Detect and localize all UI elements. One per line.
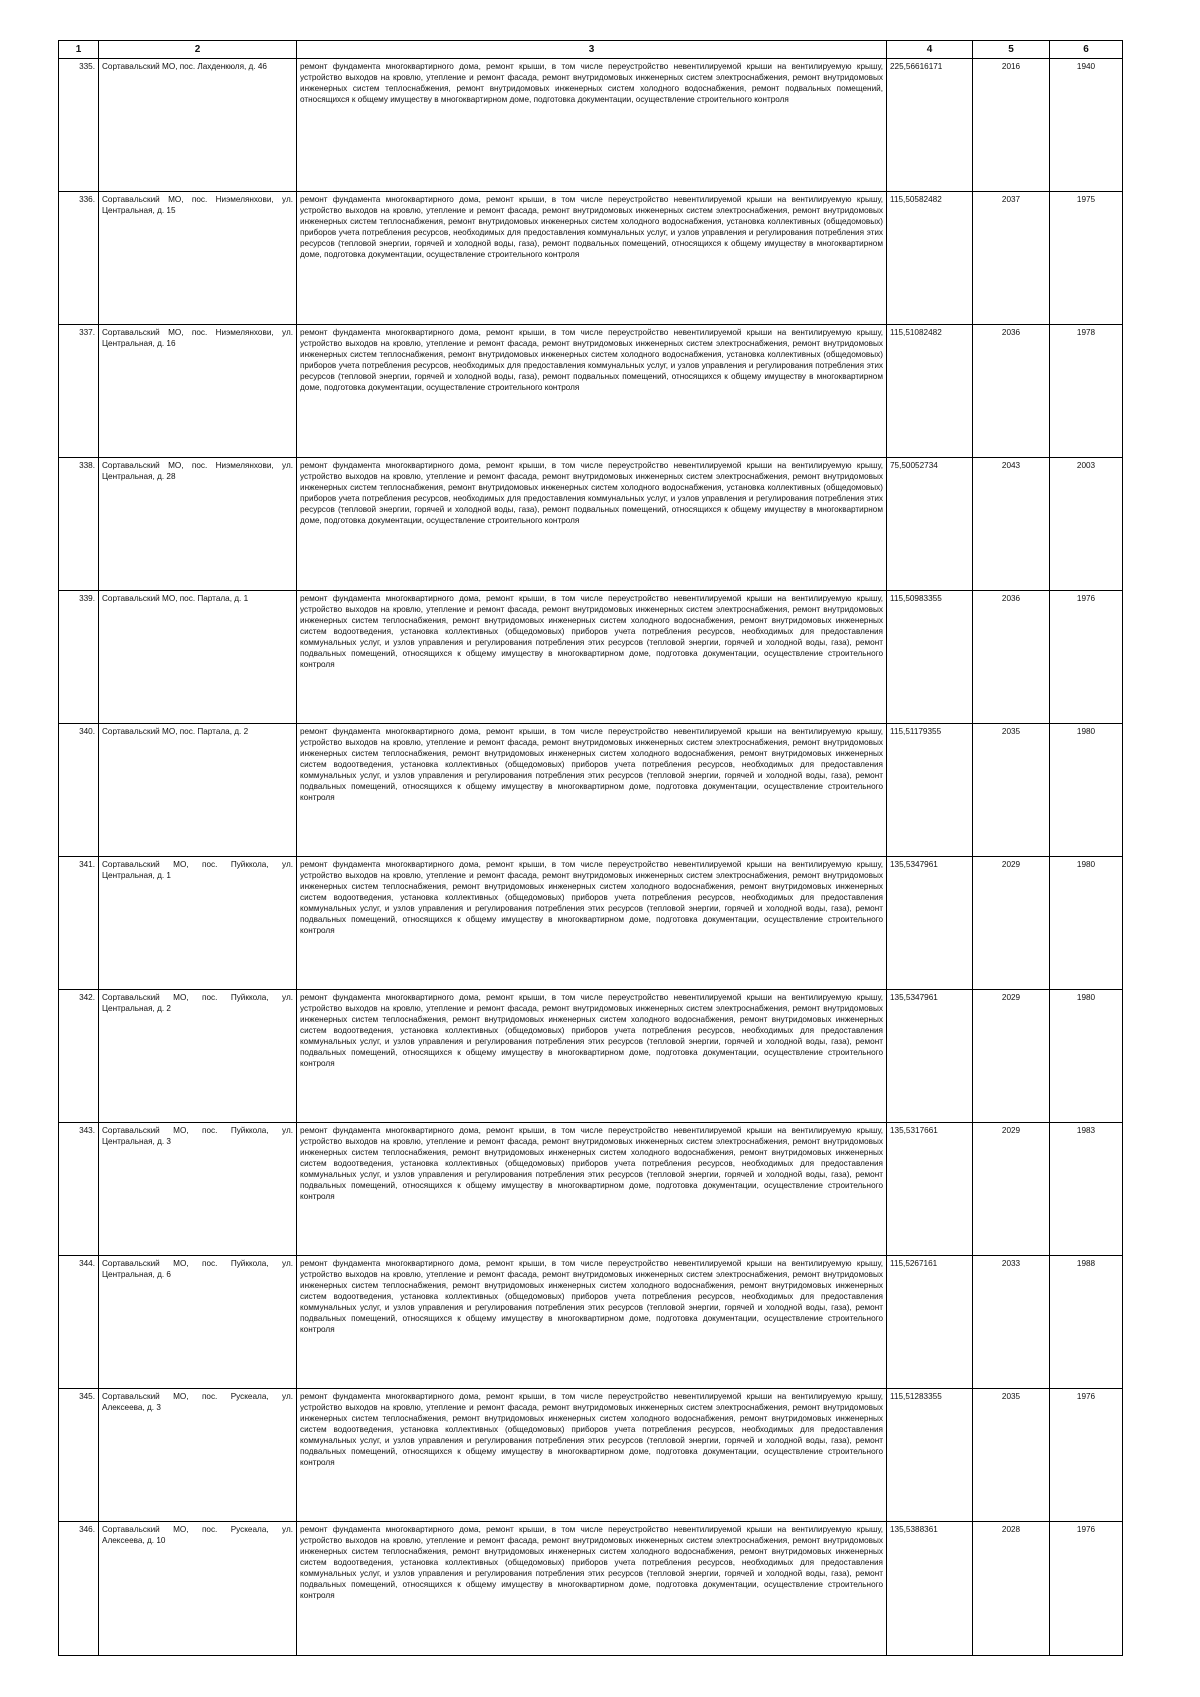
document-page	[58, 40, 1122, 1656]
cost-cell: 135,5388361	[887, 1522, 973, 1656]
works-cell: ремонт фундамента многоквартирного дома, ремонт крыши, в том числе переустройство невентилируемой крыши на вентилируемую крышу, устройство выходов на кровлю, утепление и ремонт фасада, ремонт внутридомовых инженерных систем электроснабжения, ремонт внутридомовых инженерных систем теплоснабжения, ремонт внутридомовых инженерных систем холодного водоснабжения, установка коллективных (общедомовых) приборов учета потребления ресурсов, необходимых для предоставления коммунальных услуг, и узлов управления и регулирования потребления этих ресурсов (тепловой энергии, горячей и холодной воды, газа), ремонт подвальных помещений, относящихся к общему имуществу в многоквартирном доме, подготовка документации, осуществление строительного контроля	[297, 325, 887, 458]
row-number: 346.	[59, 1522, 99, 1656]
header-cell-4: 4	[887, 41, 973, 59]
address-cell: Сортавальский МО, пос. Ниэмелянхови, ул. Центральная, д. 28	[99, 458, 297, 591]
cost-cell: 115,50983355	[887, 591, 973, 724]
built-year-cell: 1976	[1050, 1522, 1123, 1656]
works-cell: ремонт фундамента многоквартирного дома, ремонт крыши, в том числе переустройство невентилируемой крыши на вентилируемую крышу, устройство выходов на кровлю, утепление и ремонт фасада, ремонт внутридомовых инженерных систем электроснабжения, ремонт внутридомовых инженерных систем теплоснабжения, ремонт внутридомовых инженерных систем холодного водоснабжения, установка коллективных (общедомовых) приборов учета потребления ресурсов, необходимых для предоставления коммунальных услуг, и узлов управления и регулирования потребления этих ресурсов (тепловой энергии, горячей и холодной воды, газа), ремонт подвальных помещений, относящихся к общему имуществу в многоквартирном доме, подготовка документации, осуществление строительного контроля	[297, 192, 887, 325]
works-cell: ремонт фундамента многоквартирного дома, ремонт крыши, в том числе переустройство невентилируемой крыши на вентилируемую крышу, устройство выходов на кровлю, утепление и ремонт фасада, ремонт внутридомовых инженерных систем электроснабжения, ремонт внутридомовых инженерных систем теплоснабжения, ремонт внутридомовых инженерных систем холодного водоснабжения, ремонт подвальных помещений, относящихся к общему имуществу в многоквартирном доме, подготовка документации, осуществление строительного контроля	[297, 59, 887, 192]
row-number: 342.	[59, 990, 99, 1123]
address-cell: Сортавальский МО, пос. Партала, д. 1	[99, 591, 297, 724]
table-row	[59, 1522, 1123, 1656]
table-row	[59, 458, 1123, 591]
cost-cell: 115,5267161	[887, 1256, 973, 1389]
row-number: 337.	[59, 325, 99, 458]
row-number: 343.	[59, 1123, 99, 1256]
header-cell-6: 6	[1050, 41, 1123, 59]
cost-cell: 75,50052734	[887, 458, 973, 591]
table-row	[59, 1123, 1123, 1256]
row-number: 341.	[59, 857, 99, 990]
works-cell: ремонт фундамента многоквартирного дома, ремонт крыши, в том числе переустройство невентилируемой крыши на вентилируемую крышу, устройство выходов на кровлю, утепление и ремонт фасада, ремонт внутридомовых инженерных систем электроснабжения, ремонт внутридомовых инженерных систем теплоснабжения, ремонт внутридомовых инженерных систем холодного водоснабжения, ремонт внутридомовых инженерных систем водоотведения, установка коллективных (общедомовых) приборов учета потребления ресурсов, необходимых для предоставления коммунальных услуг, и узлов управления и регулирования потребления этих ресурсов (тепловой энергии, горячей и холодной воды, газа), ремонт подвальных помещений, относящихся к общему имуществу в многоквартирном доме, подготовка документации, осуществление строительного контроля	[297, 591, 887, 724]
built-year-cell: 1980	[1050, 990, 1123, 1123]
works-cell: ремонт фундамента многоквартирного дома, ремонт крыши, в том числе переустройство невентилируемой крыши на вентилируемую крышу, устройство выходов на кровлю, утепление и ремонт фасада, ремонт внутридомовых инженерных систем электроснабжения, ремонт внутридомовых инженерных систем теплоснабжения, ремонт внутридомовых инженерных систем холодного водоснабжения, ремонт внутридомовых инженерных систем водоотведения, установка коллективных (общедомовых) приборов учета потребления ресурсов, необходимых для предоставления коммунальных услуг, и узлов управления и регулирования потребления этих ресурсов (тепловой энергии, горячей и холодной воды, газа), ремонт подвальных помещений, относящихся к общему имуществу в многоквартирном доме, подготовка документации, осуществление строительного контроля	[297, 1522, 887, 1656]
works-cell: ремонт фундамента многоквартирного дома, ремонт крыши, в том числе переустройство невентилируемой крыши на вентилируемую крышу, устройство выходов на кровлю, утепление и ремонт фасада, ремонт внутридомовых инженерных систем электроснабжения, ремонт внутридомовых инженерных систем теплоснабжения, ремонт внутридомовых инженерных систем холодного водоснабжения, ремонт внутридомовых инженерных систем водоотведения, установка коллективных (общедомовых) приборов учета потребления ресурсов, необходимых для предоставления коммунальных услуг, и узлов управления и регулирования потребления этих ресурсов (тепловой энергии, горячей и холодной воды, газа), ремонт подвальных помещений, относящихся к общему имуществу в многоквартирном доме, подготовка документации, осуществление строительного контроля	[297, 1123, 887, 1256]
table-row	[59, 990, 1123, 1123]
planned-year-cell: 2028	[973, 1522, 1050, 1656]
table-header	[59, 41, 1123, 59]
works-cell: ремонт фундамента многоквартирного дома, ремонт крыши, в том числе переустройство невентилируемой крыши на вентилируемую крышу, устройство выходов на кровлю, утепление и ремонт фасада, ремонт внутридомовых инженерных систем электроснабжения, ремонт внутридомовых инженерных систем теплоснабжения, ремонт внутридомовых инженерных систем холодного водоснабжения, ремонт внутридомовых инженерных систем водоотведения, установка коллективных (общедомовых) приборов учета потребления ресурсов, необходимых для предоставления коммунальных услуг, и узлов управления и регулирования потребления этих ресурсов (тепловой энергии, горячей и холодной воды, газа), ремонт подвальных помещений, относящихся к общему имуществу в многоквартирном доме, подготовка документации, осуществление строительного контроля	[297, 1256, 887, 1389]
table-row	[59, 857, 1123, 990]
planned-year-cell: 2029	[973, 990, 1050, 1123]
row-number: 345.	[59, 1389, 99, 1522]
header-cell-5: 5	[973, 41, 1050, 59]
table-row	[59, 724, 1123, 857]
planned-year-cell: 2037	[973, 192, 1050, 325]
table-row	[59, 59, 1123, 192]
built-year-cell: 1976	[1050, 1389, 1123, 1522]
built-year-cell: 1976	[1050, 591, 1123, 724]
header-cell-2: 2	[99, 41, 297, 59]
cost-cell: 135,5347961	[887, 857, 973, 990]
cost-cell: 135,5317661	[887, 1123, 973, 1256]
address-cell: Сортавальский МО, пос. Пуйккола, ул. Центральная, д. 2	[99, 990, 297, 1123]
address-cell: Сортавальский МО, пос. Лахденкюля, д. 46	[99, 59, 297, 192]
address-cell: Сортавальский МО, пос. Ниэмелянхови, ул. Центральная, д. 16	[99, 325, 297, 458]
planned-year-cell: 2029	[973, 1123, 1050, 1256]
address-cell: Сортавальский МО, пос. Пуйккола, ул. Центральная, д. 6	[99, 1256, 297, 1389]
built-year-cell: 1983	[1050, 1123, 1123, 1256]
cost-cell: 225,56616171	[887, 59, 973, 192]
built-year-cell: 1988	[1050, 1256, 1123, 1389]
address-cell: Сортавальский МО, пос. Пуйккола, ул. Центральная, д. 3	[99, 1123, 297, 1256]
row-number: 338.	[59, 458, 99, 591]
built-year-cell: 2003	[1050, 458, 1123, 591]
row-number: 339.	[59, 591, 99, 724]
table-row	[59, 1256, 1123, 1389]
address-cell: Сортавальский МО, пос. Партала, д. 2	[99, 724, 297, 857]
header-cell-3: 3	[297, 41, 887, 59]
planned-year-cell: 2036	[973, 591, 1050, 724]
planned-year-cell: 2029	[973, 857, 1050, 990]
row-number: 336.	[59, 192, 99, 325]
header-row	[59, 41, 1123, 59]
address-cell: Сортавальский МО, пос. Рускеала, ул. Алексеева, д. 3	[99, 1389, 297, 1522]
planned-year-cell: 2043	[973, 458, 1050, 591]
built-year-cell: 1940	[1050, 59, 1123, 192]
row-number: 340.	[59, 724, 99, 857]
planned-year-cell: 2033	[973, 1256, 1050, 1389]
header-cell-1: 1	[59, 41, 99, 59]
built-year-cell: 1980	[1050, 857, 1123, 990]
address-cell: Сортавальский МО, пос. Рускеала, ул. Алексеева, д. 10	[99, 1522, 297, 1656]
cost-cell: 115,51179355	[887, 724, 973, 857]
cost-cell: 135,5347961	[887, 990, 973, 1123]
works-cell: ремонт фундамента многоквартирного дома, ремонт крыши, в том числе переустройство невентилируемой крыши на вентилируемую крышу, устройство выходов на кровлю, утепление и ремонт фасада, ремонт внутридомовых инженерных систем электроснабжения, ремонт внутридомовых инженерных систем теплоснабжения, ремонт внутридомовых инженерных систем холодного водоснабжения, ремонт внутридомовых инженерных систем водоотведения, установка коллективных (общедомовых) приборов учета потребления ресурсов, необходимых для предоставления коммунальных услуг, и узлов управления и регулирования потребления этих ресурсов (тепловой энергии, горячей и холодной воды, газа), ремонт подвальных помещений, относящихся к общему имуществу в многоквартирном доме, подготовка документации, осуществление строительного контроля	[297, 724, 887, 857]
built-year-cell: 1978	[1050, 325, 1123, 458]
table-row	[59, 192, 1123, 325]
planned-year-cell: 2035	[973, 1389, 1050, 1522]
address-cell: Сортавальский МО, пос. Ниэмелянхови, ул. Центральная, д. 15	[99, 192, 297, 325]
planned-year-cell: 2035	[973, 724, 1050, 857]
table-row	[59, 591, 1123, 724]
cost-cell: 115,51082482	[887, 325, 973, 458]
row-number: 335.	[59, 59, 99, 192]
planned-year-cell: 2036	[973, 325, 1050, 458]
works-cell: ремонт фундамента многоквартирного дома, ремонт крыши, в том числе переустройство невентилируемой крыши на вентилируемую крышу, устройство выходов на кровлю, утепление и ремонт фасада, ремонт внутридомовых инженерных систем электроснабжения, ремонт внутридомовых инженерных систем теплоснабжения, ремонт внутридомовых инженерных систем холодного водоснабжения, ремонт внутридомовых инженерных систем водоотведения, установка коллективных (общедомовых) приборов учета потребления ресурсов, необходимых для предоставления коммунальных услуг, и узлов управления и регулирования потребления этих ресурсов (тепловой энергии, горячей и холодной воды, газа), ремонт подвальных помещений, относящихся к общему имуществу в многоквартирном доме, подготовка документации, осуществление строительного контроля	[297, 857, 887, 990]
built-year-cell: 1975	[1050, 192, 1123, 325]
works-cell: ремонт фундамента многоквартирного дома, ремонт крыши, в том числе переустройство невентилируемой крыши на вентилируемую крышу, устройство выходов на кровлю, утепление и ремонт фасада, ремонт внутридомовых инженерных систем электроснабжения, ремонт внутридомовых инженерных систем теплоснабжения, ремонт внутридомовых инженерных систем холодного водоснабжения, установка коллективных (общедомовых) приборов учета потребления ресурсов, необходимых для предоставления коммунальных услуг, и узлов управления и регулирования потребления этих ресурсов (тепловой энергии, горячей и холодной воды, газа), ремонт подвальных помещений, относящихся к общему имуществу в многоквартирном доме, подготовка документации, осуществление строительного контроля	[297, 458, 887, 591]
row-number: 344.	[59, 1256, 99, 1389]
repair-program-table	[58, 40, 1123, 1656]
table-row	[59, 325, 1123, 458]
table-body	[59, 59, 1123, 1656]
cost-cell: 115,50582482	[887, 192, 973, 325]
table-row	[59, 1389, 1123, 1522]
built-year-cell: 1980	[1050, 724, 1123, 857]
cost-cell: 115,51283355	[887, 1389, 973, 1522]
works-cell: ремонт фундамента многоквартирного дома, ремонт крыши, в том числе переустройство невентилируемой крыши на вентилируемую крышу, устройство выходов на кровлю, утепление и ремонт фасада, ремонт внутридомовых инженерных систем электроснабжения, ремонт внутридомовых инженерных систем теплоснабжения, ремонт внутридомовых инженерных систем холодного водоснабжения, ремонт внутридомовых инженерных систем водоотведения, установка коллективных (общедомовых) приборов учета потребления ресурсов, необходимых для предоставления коммунальных услуг, и узлов управления и регулирования потребления этих ресурсов (тепловой энергии, горячей и холодной воды, газа), ремонт подвальных помещений, относящихся к общему имуществу в многоквартирном доме, подготовка документации, осуществление строительного контроля	[297, 990, 887, 1123]
works-cell: ремонт фундамента многоквартирного дома, ремонт крыши, в том числе переустройство невентилируемой крыши на вентилируемую крышу, устройство выходов на кровлю, утепление и ремонт фасада, ремонт внутридомовых инженерных систем электроснабжения, ремонт внутридомовых инженерных систем теплоснабжения, ремонт внутридомовых инженерных систем холодного водоснабжения, ремонт внутридомовых инженерных систем водоотведения, установка коллективных (общедомовых) приборов учета потребления ресурсов, необходимых для предоставления коммунальных услуг, и узлов управления и регулирования потребления этих ресурсов (тепловой энергии, горячей и холодной воды, газа), ремонт подвальных помещений, относящихся к общему имуществу в многоквартирном доме, подготовка документации, осуществление строительного контроля	[297, 1389, 887, 1522]
planned-year-cell: 2016	[973, 59, 1050, 192]
address-cell: Сортавальский МО, пос. Пуйккола, ул. Центральная, д. 1	[99, 857, 297, 990]
